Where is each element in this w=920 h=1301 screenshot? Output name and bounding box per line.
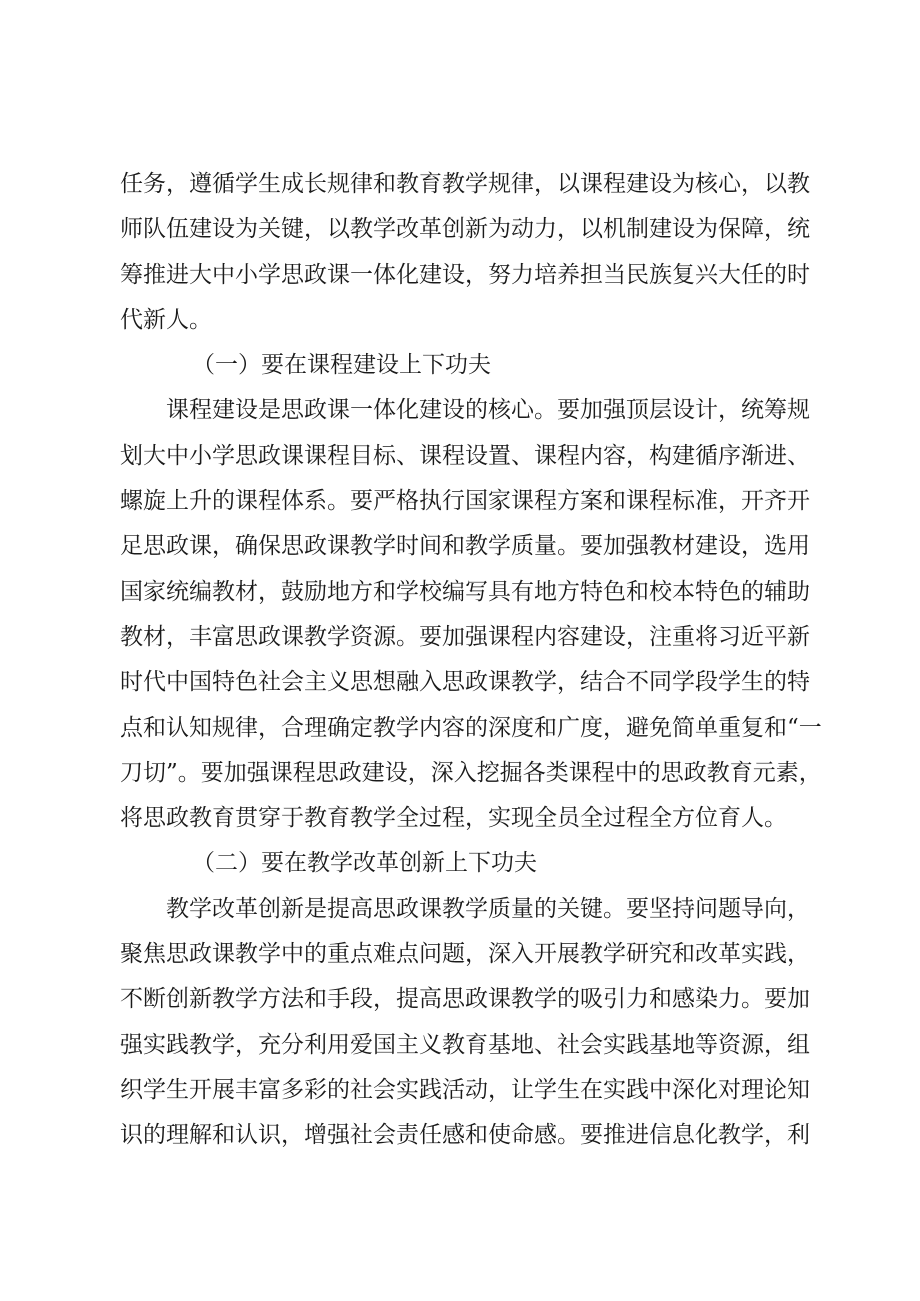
paragraph-line: 国家统编教材，鼓励地方和学校编写具有地方特色和校本特色的辅助 (120, 578, 810, 605)
paragraph-line: 识的理解和认识，增强社会责任感和使命感。要推进信息化教学，利 (120, 1122, 810, 1149)
paragraph-line: 代新人。 (120, 306, 212, 333)
section-heading-1: （一）要在课程建设上下功夫 (192, 352, 491, 379)
paragraph-line: 刀切”。要加强课程思政建设，深入挖掘各类课程中的思政教育元素， (120, 759, 822, 786)
paragraph-line: 教学改革创新是提高思政课教学质量的关键。要坚持问题导向， (166, 895, 810, 922)
paragraph-line: 强实践教学，充分利用爱国主义教育基地、社会实践基地等资源，组 (120, 1031, 810, 1058)
paragraph-line: 教材，丰富思政课教学资源。要加强课程内容建设，注重将习近平新 (120, 623, 810, 650)
paragraph-line: 筹推进大中小学思政课一体化建设，努力培养担当民族复兴大任的时 (120, 261, 810, 288)
paragraph-line: 点和认知规律，合理确定教学内容的深度和广度，避免简单重复和“一 (120, 714, 822, 741)
paragraph-line: 织学生开展丰富多彩的社会实践活动，让学生在实践中深化对理论知 (120, 1076, 810, 1103)
paragraph-line: 足思政课，确保思政课教学时间和教学质量。要加强教材建设，选用 (120, 533, 810, 560)
paragraph-line: 聚焦思政课教学中的重点难点问题，深入开展教学研究和改革实践， (120, 941, 810, 968)
paragraph-line: 时代中国特色社会主义思想融入思政课教学，结合不同学段学生的特 (120, 669, 810, 696)
section-heading-2: （二）要在教学改革创新上下功夫 (192, 850, 537, 877)
paragraph-line: 师队伍建设为关键，以教学改革创新为动力，以机制建设为保障，统 (120, 216, 810, 243)
paragraph-line: 螺旋上升的课程体系。要严格执行国家课程方案和课程标准，开齐开 (120, 488, 810, 515)
paragraph-line: 任务，遵循学生成长规律和教育教学规律，以课程建设为核心，以教 (120, 171, 810, 197)
paragraph-line: 课程建设是思政课一体化建设的核心。要加强顶层设计，统筹规 (166, 397, 810, 424)
document-body (120, 162, 822, 1159)
paragraph-line: 划大中小学思政课课程目标、课程设置、课程内容，构建循序渐进、 (120, 442, 810, 469)
paragraph-line: 不断创新教学方法和手段，提高思政课教学的吸引力和感染力。要加 (120, 986, 810, 1013)
paragraph-line: 将思政教育贯穿于教育教学全过程，实现全员全过程全方位育人。 (120, 805, 787, 832)
